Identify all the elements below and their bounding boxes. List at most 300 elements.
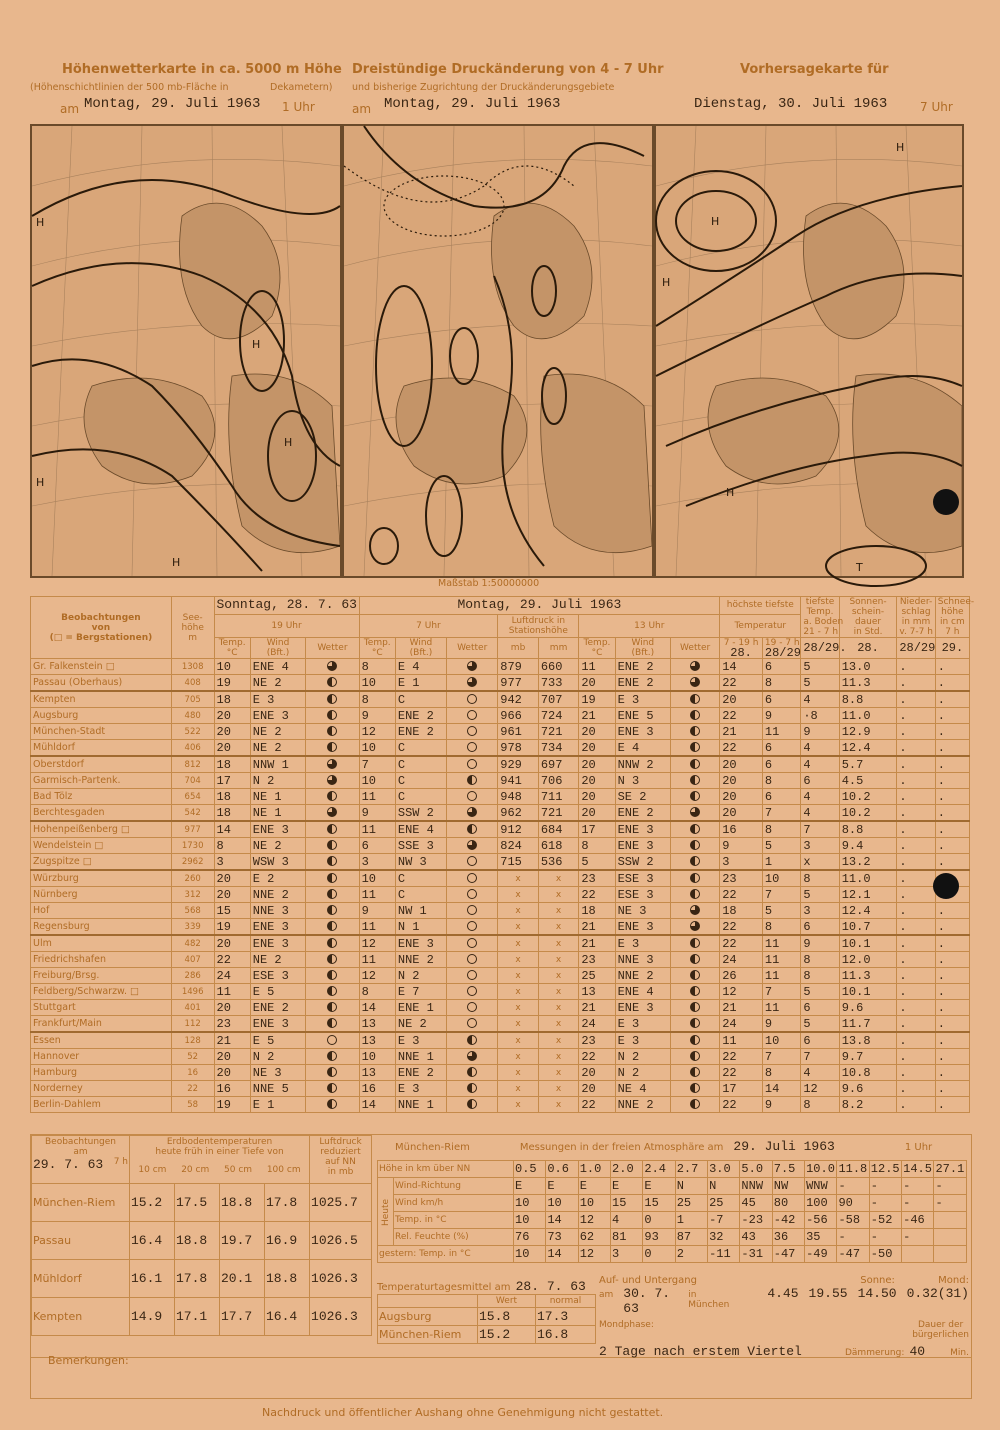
observations-table: Beobachtungen von (□ = Bergstationen) See- höhe m Sonntag, 28. 7. 63 Montag, 29. Juli 1963 höchste tiefste tiefste Temp. a. Boden 21 - 7 h Sonnen- schein- dauer in Std. Nieder- schlag in mm v. 7-7 h Schnee- höhe in cm 7 h 19 Uhr 7 Uhr Luftdruck in Stationshöhe 13 Uhr Temperatur Temp. °C Wind (Bft.) Wetter Temp. °C Wind (Bft.) Wetter mb mm Temp. °C Wind (Bft.) Wetter 7 - 19 h 28. 19 - 7 h 28/29 28/29. 28. 28/29 29. Gr. Falkenstein □ 1308 10 ENE 4 8 E 4 879 660 11 ENE 2 14 6 5 13.0 . . Passau (Oberhaus) 408 19 NE 2 10 E 1 977 733 20 ENE 2 22 8 5 11.3 . . Kempten 705 18 E 3 8 C 942 707 19 E 3 20 6 4 8.8 . . Augsburg 480 20 ENE 3 9 ENE 2 966 724 21 ENE 5 22 9 ·8 11.0 . . München-Stadt 522 20 NE 2 12 ENE 2 961 721 20 ENE 3 21 11 9 12.9 . . Mühldorf 406 20 NE 2 10 C 978 734 20 E 4 22 6 4 12.4 . . Oberstdorf 812 18 NNW 1 7 C 929 697 20 NNW 2 20 6 4 5.7 . . Garmisch-Partenk. 704 17 N 2 10 C 941 706 20 N 3 20 8 6 4.5 . . Bad Tölz 654 18 NE 1 11 C 948 711 20 SE 2 20 6 4 10.2 . . Berchtesgaden 542 18 NE 1 9 SSW 2 962 721 20 ENE 2 20 7 4 10.2 . . Hohenpeißenberg □ 977 14 ENE 3 11 ENE 4 912 684 17 ENE 3 16 8 7 8.8 . . Wendelstein □ 1730 8 NE 2 6 SSE 3 824 618 8 ENE 3 9 5 3 9.4 . . Zugspitze □ 2962 3 WSW 3 3 NW 3 715 536 5 SSW 2 3 1 x 13.2 . . Würzburg 260 20 E 2 10 C x x 23 ESE 3 23 10 8 11.0 . Nürnberg 312 20 NNE 2 11 C x x 22 ESE 3 22 7 5 12.1 . Hof 568 15 NNE 3 9 NW 1 x x 18 NE 3 18 5 3 12.4 . . Regensburg 339 19 ENE 3 11 N 1 x x 21 ENE 3 22 8 6 10.7 . . Ulm 482 20 ENE 3 12 ENE 3 x x 21 E 3 22 11 9 10.1 . . Friedrichshafen 407 22 NE 2 11 NNE 2 x x 23 NNE 3 24 11 8 12.0 . . Freiburg/Brsg. 286 24 ESE 3 12 N 2 x x 25 NNE 2 26 11 8 11.3 . . Feldberg/Schwarzw. □ 1496 11 E 5 8 E 7 x x 13 ENE 4 12 7 5 10.1 . . Stuttgart 401 20 ENE 2 14 ENE 1 x x 21 ENE 3 21 11 6 9.6 . . Frankfurt/Main 112 23 ENE 3 13 NE 2 x x 24 E 3 24 9 5 11.7 . . Essen 128 21 E 5 13 E 3 x x 23 E 3 11 10 6 13.8 . . Hannover 52 20 N 2 10 NNE 1 x x 22 N 2 22 7 7 9.7 . . Hamburg 16 20 NE 3 13 ENE 2 x x 20 N 2 22 8 4 10.8 . . Norderney 22 16 NNE 5 16 E 3 x x 20 NE 4 17 14 12 9.6 . . Berlin-Dahlem 58 19 E 1 14 NNE 1 x x 22 NNE 2 22 9 8 8.2 . . — [30, 596, 970, 1113]
cell-h: 542 — [171, 805, 214, 822]
cell-mm: x — [538, 903, 579, 919]
station-row — [31, 887, 970, 903]
weather-symbol-icon — [467, 759, 477, 769]
observations-body — [31, 659, 970, 1113]
cell-w7: C — [395, 887, 446, 903]
cell-tmin: 7 — [762, 805, 800, 822]
weather-symbol-icon — [327, 1035, 337, 1045]
altitude-level: 12.5 — [869, 1161, 901, 1178]
cell-sn: . — [935, 740, 969, 757]
cell-t13: 20 — [579, 789, 615, 805]
cell-n: . — [897, 724, 935, 740]
weather-symbol-icon — [690, 1051, 700, 1061]
cell-w7: E 3 — [395, 1081, 446, 1097]
cell-n: . — [897, 952, 935, 968]
cell-t13: 22 — [579, 887, 615, 903]
svg-text:H: H — [172, 556, 181, 569]
weather-symbol-icon — [467, 1051, 477, 1061]
cell-sn: . — [935, 789, 969, 805]
cell-sun: 5.7 — [839, 756, 897, 773]
cell-sun: 12.4 — [839, 740, 897, 757]
cell-w19: ENE 3 — [250, 708, 305, 724]
cell-sun: 9.6 — [839, 1000, 897, 1016]
soil-row: München-Riem 15.2 17.5 18.8 17.8 1025.7 — [32, 1184, 372, 1222]
cell-tb: ·8 — [801, 708, 839, 724]
cell-tb: 12 — [801, 1081, 839, 1097]
cell-tmin: 11 — [762, 1000, 800, 1016]
cell-mm: x — [538, 952, 579, 968]
cell-tmin: 6 — [762, 691, 800, 708]
cell-tmax: 22 — [720, 1049, 763, 1065]
weather-symbol-icon — [467, 970, 477, 980]
cell-w7: E 1 — [395, 675, 446, 692]
cell-n: . — [897, 740, 935, 757]
cell-t13: 17 — [579, 821, 615, 838]
cell-tmin: 14 — [762, 1081, 800, 1097]
weather-symbol-icon — [467, 954, 477, 964]
cell-w13: ESE 3 — [615, 870, 670, 887]
altitude-level: 0.5 — [514, 1161, 546, 1178]
altitude-level: 14.5 — [902, 1161, 934, 1178]
cell-mm: x — [538, 1081, 579, 1097]
sun-set: 19.55 — [808, 1286, 848, 1301]
cell-tb: 8 — [801, 870, 839, 887]
cell-h: 16 — [171, 1065, 214, 1081]
remarks-box — [30, 1352, 972, 1399]
cell-n: . — [897, 1065, 935, 1081]
cell-name: Berchtesgaden — [31, 805, 172, 822]
cell-mm: 536 — [538, 854, 579, 871]
cell-tmin: 9 — [762, 708, 800, 724]
mid-map-date: Montag, 29. Juli 1963 — [384, 96, 561, 112]
upper-air-row: Rel. Feuchte (%) 76 73 62 81 93 87 32 43 36 35 - - - — [378, 1229, 967, 1246]
moon-phase: 2 Tage nach erstem Viertel — [599, 1344, 802, 1359]
cell-t19: 20 — [214, 887, 250, 903]
station-row — [31, 675, 970, 692]
station-row — [31, 756, 970, 773]
cell-tmax: 20 — [720, 773, 763, 789]
cell-n: . — [897, 935, 935, 952]
cell-tmax: 3 — [720, 854, 763, 871]
sunday-date: Sonntag, 28. 7. 63 — [214, 597, 359, 615]
mean-temp-date: 28. 7. 63 — [515, 1279, 586, 1294]
cell-mm: 733 — [538, 675, 579, 692]
altitude-level: 2.4 — [643, 1161, 675, 1178]
weather-symbol-icon — [467, 1099, 477, 1109]
cell-tmax: 21 — [720, 1000, 763, 1016]
cell-name: Feldberg/Schwarzw. □ — [31, 984, 172, 1000]
cell-w7: SSE 3 — [395, 838, 446, 854]
weather-symbol-icon — [690, 1002, 700, 1012]
cell-mm: 721 — [538, 805, 579, 822]
cell-mm: x — [538, 968, 579, 984]
cell-sn: . — [935, 903, 969, 919]
cell-t19: 3 — [214, 854, 250, 871]
cell-sn: . — [935, 691, 969, 708]
cell-tmax: 21 — [720, 724, 763, 740]
weather-symbol-icon — [467, 856, 477, 866]
cell-t13: 23 — [579, 870, 615, 887]
weather-symbol-icon — [690, 791, 700, 801]
cell-name: Mühldorf — [31, 740, 172, 757]
cell-n: . — [897, 887, 935, 903]
pressure-change-map — [342, 124, 654, 578]
cell-t13: 25 — [579, 968, 615, 984]
cell-w19: NE 2 — [250, 838, 305, 854]
cell-sun: 11.3 — [839, 968, 897, 984]
cell-mm: 721 — [538, 724, 579, 740]
weather-symbol-icon — [467, 726, 477, 736]
cell-w19: NNE 2 — [250, 887, 305, 903]
weather-symbol-icon — [467, 840, 477, 850]
cell-h: 480 — [171, 708, 214, 724]
weather-symbol-icon — [690, 1018, 700, 1028]
cell-w7: NNE 1 — [395, 1049, 446, 1065]
cell-tmax: 11 — [720, 1032, 763, 1049]
cell-tmax: 24 — [720, 952, 763, 968]
cell-tmax: 18 — [720, 903, 763, 919]
cell-t19: 8 — [214, 838, 250, 854]
weather-symbol-icon — [327, 824, 337, 834]
mean-temp-row: München-Riem 15.2 16.8 — [378, 1326, 596, 1344]
cell-t19: 18 — [214, 756, 250, 773]
cell-sun: 10.2 — [839, 789, 897, 805]
cell-mm: x — [538, 870, 579, 887]
cell-w7: NW 3 — [395, 854, 446, 871]
cell-h: 286 — [171, 968, 214, 984]
cell-n: . — [897, 984, 935, 1000]
cell-h: 1308 — [171, 659, 214, 675]
cell-mm: 618 — [538, 838, 579, 854]
cell-w19: NE 2 — [250, 952, 305, 968]
cell-sun: 12.0 — [839, 952, 897, 968]
weather-symbol-icon — [467, 873, 477, 883]
cell-w13: N 2 — [615, 1065, 670, 1081]
cell-name: Frankfurt/Main — [31, 1016, 172, 1033]
cell-t7: 8 — [359, 691, 395, 708]
weather-symbol-icon — [690, 807, 700, 817]
cell-sun: 11.0 — [839, 708, 897, 724]
weather-symbol-icon — [690, 661, 700, 671]
weather-symbol-icon — [690, 694, 700, 704]
cell-w7: C — [395, 870, 446, 887]
cell-t7: 10 — [359, 740, 395, 757]
cell-sn: . — [935, 1097, 969, 1113]
col-sunshine: Sonnen- schein- dauer in Std. — [839, 597, 897, 638]
cell-w7: ENE 2 — [395, 708, 446, 724]
weather-symbol-icon — [467, 1083, 477, 1093]
svg-text:H: H — [896, 141, 905, 154]
cell-tb: x — [801, 854, 839, 871]
cell-sn: . — [935, 968, 969, 984]
cell-t13: 20 — [579, 1081, 615, 1097]
weather-symbol-icon — [690, 938, 700, 948]
cell-w7: N 1 — [395, 919, 446, 936]
weather-symbol-icon — [690, 840, 700, 850]
weather-symbol-icon — [467, 807, 477, 817]
cell-t19: 23 — [214, 1016, 250, 1033]
cell-w13: NNE 2 — [615, 968, 670, 984]
cell-h: 22 — [171, 1081, 214, 1097]
cell-tmin: 1 — [762, 854, 800, 871]
weather-symbol-icon — [690, 759, 700, 769]
cell-mb: x — [498, 919, 539, 936]
soil-date: 29. 7. 63 — [33, 1157, 104, 1172]
cell-n: . — [897, 903, 935, 919]
cell-tb: 8 — [801, 1097, 839, 1113]
station-row — [31, 659, 970, 675]
cell-h: 408 — [171, 675, 214, 692]
weather-symbol-icon — [690, 1067, 700, 1077]
cell-t7: 8 — [359, 659, 395, 675]
cell-t7: 10 — [359, 675, 395, 692]
weather-symbol-icon — [467, 905, 477, 915]
cell-w13: NE 3 — [615, 903, 670, 919]
cell-w7: ENE 4 — [395, 821, 446, 838]
svg-text:H: H — [36, 476, 45, 489]
pressure-change-map-image — [344, 126, 652, 576]
cell-t13: 20 — [579, 675, 615, 692]
cell-tmax: 22 — [720, 1065, 763, 1081]
weather-symbol-icon — [690, 1035, 700, 1045]
remarks-label: Bemerkungen: — [48, 1354, 129, 1367]
cell-w19: NE 2 — [250, 724, 305, 740]
cell-t7: 9 — [359, 903, 395, 919]
cell-mm: x — [538, 935, 579, 952]
cell-sun: 11.3 — [839, 675, 897, 692]
cell-tb: 6 — [801, 919, 839, 936]
cell-h: 52 — [171, 1049, 214, 1065]
col-snow: Schnee- höhe in cm 7 h — [935, 597, 969, 638]
weather-symbol-icon — [690, 873, 700, 883]
cell-t7: 12 — [359, 968, 395, 984]
cell-sun: 11.0 — [839, 870, 897, 887]
right-map-title: Vorhersagekarte für — [740, 62, 889, 77]
cell-w19: ENE 3 — [250, 1016, 305, 1033]
cell-w7: SSW 2 — [395, 805, 446, 822]
cell-mm: 707 — [538, 691, 579, 708]
cell-tmax: 9 — [720, 838, 763, 854]
cell-mb: x — [498, 903, 539, 919]
cell-t7: 13 — [359, 1032, 395, 1049]
cell-sun: 12.9 — [839, 724, 897, 740]
cell-t13: 21 — [579, 919, 615, 936]
weather-symbol-icon — [327, 840, 337, 850]
cell-t7: 16 — [359, 1081, 395, 1097]
cell-sn: . — [935, 659, 969, 675]
monday-date: Montag, 29. Juli 1963 — [359, 597, 720, 615]
cell-tmin: 5 — [762, 838, 800, 854]
station-row — [31, 1000, 970, 1016]
cell-tmax: 20 — [720, 789, 763, 805]
weather-symbol-icon — [327, 694, 337, 704]
cell-tmax: 24 — [720, 1016, 763, 1033]
cell-sn: . — [935, 675, 969, 692]
cell-t13: 19 — [579, 691, 615, 708]
cell-n: . — [897, 1081, 935, 1097]
cell-w19: NE 2 — [250, 675, 305, 692]
cell-sn: . — [935, 773, 969, 789]
altitude-level: 2.7 — [675, 1161, 707, 1178]
col-temperature: höchste tiefste — [720, 597, 801, 615]
cell-mb: x — [498, 1032, 539, 1049]
cell-mm: 734 — [538, 740, 579, 757]
cell-tmin: 11 — [762, 724, 800, 740]
cell-h: 2962 — [171, 854, 214, 871]
cell-tmin: 6 — [762, 756, 800, 773]
mid-am: am — [352, 102, 372, 116]
cell-n: . — [897, 1097, 935, 1113]
cell-mb: 929 — [498, 756, 539, 773]
upper-air-table: Höhe in km über NN 0.5 0.6 1.0 2.0 2.4 2.7 3.0 5.0 7.5 10.0 11.8 12.5 14.5 27.1 Heute Wind-Richtung E E E E E N N NNW NW WNW - - - - Wind km/h 10 10 10 15 15 25 25 45 80 100 90 - - - Temp. in °C 10 14 12 4 0 1 -7 -23 -42 -56 -58 -52 -46 Rel. Feuchte (%) 76 73 62 81 93 87 32 43 36 35 - - - gestern: Temp. in °C 10 14 12 3 0 2 -11 -31 -47 -49 -47 -50 — [377, 1160, 967, 1263]
cell-name: Norderney — [31, 1081, 172, 1097]
cell-w13: E 4 — [615, 740, 670, 757]
cell-mb: x — [498, 968, 539, 984]
cell-t13: 22 — [579, 1097, 615, 1113]
cell-tb: 4 — [801, 691, 839, 708]
cell-w13: SSW 2 — [615, 854, 670, 871]
cell-n: . — [897, 691, 935, 708]
cell-w19: N 2 — [250, 773, 305, 789]
cell-tmin: 6 — [762, 740, 800, 757]
cell-w7: C — [395, 756, 446, 773]
cell-w13: ENE 4 — [615, 984, 670, 1000]
station-row — [31, 821, 970, 838]
cell-t7: 11 — [359, 821, 395, 838]
cell-tb: 5 — [801, 1016, 839, 1033]
twilight-duration: 40 — [909, 1344, 926, 1359]
cell-mb: 824 — [498, 838, 539, 854]
station-row — [31, 838, 970, 854]
sun-rise: 4.45 — [767, 1286, 799, 1301]
cell-name: Hamburg — [31, 1065, 172, 1081]
cell-tmin: 5 — [762, 903, 800, 919]
cell-t13: 23 — [579, 1032, 615, 1049]
cell-w19: ENE 4 — [250, 659, 305, 675]
cell-tb: 9 — [801, 935, 839, 952]
cell-mm: x — [538, 1032, 579, 1049]
cell-w7: ENE 2 — [395, 724, 446, 740]
cell-tb: 5 — [801, 887, 839, 903]
cell-w13: SE 2 — [615, 789, 670, 805]
cell-name: Stuttgart — [31, 1000, 172, 1016]
cell-w7: N 2 — [395, 968, 446, 984]
cell-h: 568 — [171, 903, 214, 919]
cell-t19: 11 — [214, 984, 250, 1000]
cell-name: Hannover — [31, 1049, 172, 1065]
cell-tb: 4 — [801, 789, 839, 805]
punch-hole-bottom — [933, 873, 959, 899]
svg-text:H: H — [36, 216, 45, 229]
station-row — [31, 1097, 970, 1113]
cell-w19: NE 1 — [250, 789, 305, 805]
cell-name: Garmisch-Partenk. — [31, 773, 172, 789]
cell-w13: E 3 — [615, 1032, 670, 1049]
cell-sn: . — [935, 952, 969, 968]
weather-symbol-icon — [327, 1002, 337, 1012]
cell-tmin: 8 — [762, 919, 800, 936]
cell-name: Hof — [31, 903, 172, 919]
soil-temperature-table: Beobachtungen am 29. 7. 63 7 h Erdbodentemperaturen heute früh in einer Tiefe von 10 cm 20 cm 50 cm 100 cm Luftdruck reduziert auf NN in mb München-Riem 15.2 17.5 18.8 17.8 1025.7 Passau 16.4 18.8 19.7 16.9 1026.5 Mühldorf 16.1 17.8 20.1 18.8 1026.3 Kempten 14.9 17.1 17.7 16.4 1026.3 — [31, 1135, 372, 1336]
weather-symbol-icon — [327, 938, 337, 948]
weather-symbol-icon — [690, 677, 700, 687]
cell-w19: NE 2 — [250, 740, 305, 757]
cell-t13: 22 — [579, 1049, 615, 1065]
sun-moon: Auf- und Untergang Sonne: Mond: am 30. 7. 63 in München 4.45 19.55 14.50 0.32(31) Mondphase: Dauer der bürgerlichen 2 Tage nach erstem Viertel Dämmerung: 40 Min. — [599, 1275, 969, 1359]
weather-symbol-icon — [467, 986, 477, 996]
altitude-level: 5.0 — [740, 1161, 772, 1178]
cell-name: München-Stadt — [31, 724, 172, 740]
col-station: Beobachtungen von (□ = Bergstationen) — [31, 597, 172, 659]
cell-tb: 4 — [801, 756, 839, 773]
cell-tmin: 10 — [762, 870, 800, 887]
cell-name: Nürnberg — [31, 887, 172, 903]
footer-note: Nachdruck und öffentlicher Aushang ohne Genehmigung nicht gestattet. — [262, 1406, 664, 1419]
cell-mb: 941 — [498, 773, 539, 789]
cell-t13: 21 — [579, 708, 615, 724]
cell-t19: 14 — [214, 821, 250, 838]
cell-t7: 11 — [359, 952, 395, 968]
cell-mm: x — [538, 919, 579, 936]
cell-h: 128 — [171, 1032, 214, 1049]
cell-sn: . — [935, 935, 969, 952]
cell-t7: 12 — [359, 935, 395, 952]
cell-sn: . — [935, 1049, 969, 1065]
cell-mb: 715 — [498, 854, 539, 871]
station-row — [31, 724, 970, 740]
cell-t7: 14 — [359, 1097, 395, 1113]
cell-tmin: 6 — [762, 789, 800, 805]
cell-w13: ENE 2 — [615, 659, 670, 675]
cell-tmax: 22 — [720, 1097, 763, 1113]
altitude-level: 2.0 — [611, 1161, 643, 1178]
cell-t7: 11 — [359, 919, 395, 936]
cell-w13: ENE 3 — [615, 821, 670, 838]
cell-n: . — [897, 1000, 935, 1016]
cell-tmin: 11 — [762, 935, 800, 952]
weather-symbol-icon — [690, 1099, 700, 1109]
station-row — [31, 870, 970, 887]
weather-symbol-icon — [690, 889, 700, 899]
weather-symbol-icon — [690, 986, 700, 996]
cell-t7: 9 — [359, 805, 395, 822]
cell-name: Wendelstein □ — [31, 838, 172, 854]
cell-t13: 13 — [579, 984, 615, 1000]
station-row — [31, 854, 970, 871]
left-map-subtitle-2: Dekametern) — [270, 82, 333, 93]
weather-symbol-icon — [467, 1002, 477, 1012]
cell-t13: 21 — [579, 935, 615, 952]
mean-temperature: Temperaturtagesmittel am 28. 7. 63 Wert normal Augsburg 15.8 17.3 München-Riem 15.2 16.8 — [377, 1275, 595, 1344]
cell-w13: N 3 — [615, 773, 670, 789]
cell-t13: 24 — [579, 1016, 615, 1033]
svg-text:H: H — [662, 276, 671, 289]
cell-mb: x — [498, 935, 539, 952]
forecast-map — [654, 124, 964, 578]
cell-n: . — [897, 789, 935, 805]
cell-name: Passau (Oberhaus) — [31, 675, 172, 692]
cell-w19: ENE 3 — [250, 821, 305, 838]
cell-t19: 22 — [214, 952, 250, 968]
cell-n: . — [897, 968, 935, 984]
weather-symbol-icon — [467, 889, 477, 899]
cell-t19: 20 — [214, 740, 250, 757]
svg-text:H: H — [284, 436, 293, 449]
cell-n: . — [897, 821, 935, 838]
cell-t7: 3 — [359, 854, 395, 871]
cell-w7: NW 1 — [395, 903, 446, 919]
weather-symbol-icon — [690, 954, 700, 964]
